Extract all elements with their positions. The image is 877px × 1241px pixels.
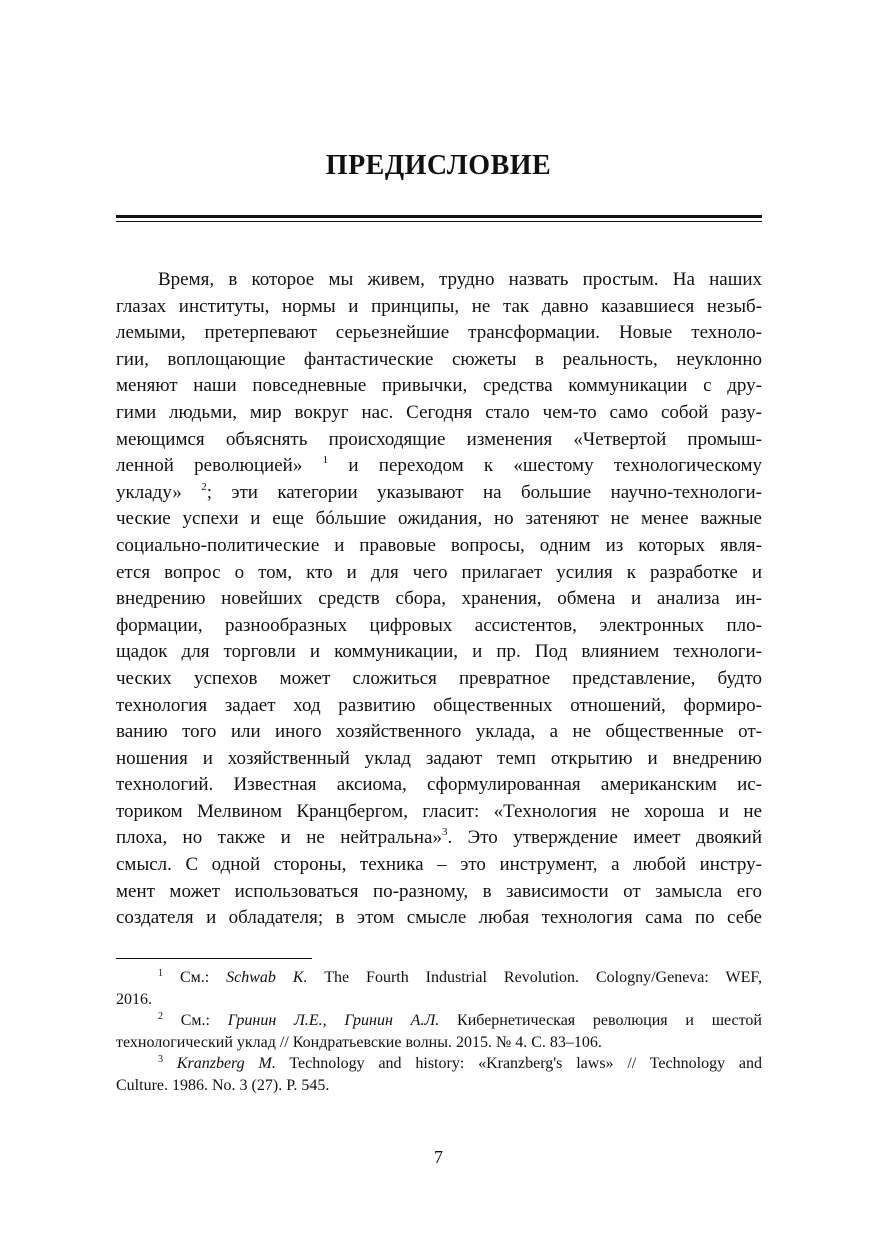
footnote-ref: 2 — [201, 480, 207, 493]
text-line — [116, 453, 762, 480]
footnote-text: The Fourth Industrial Revolution. Cologny/Geneva: WEF, — [307, 969, 763, 986]
title-rule-thin — [116, 221, 762, 222]
footnote-prefix: См.: — [179, 969, 227, 986]
footnotes — [116, 967, 762, 1096]
text-line: ториком Мелвином Кранцбергом, гласит: «Технология не хороша и не — [116, 800, 762, 822]
text-fragment: . Это утверждение имеет двоякий — [447, 827, 762, 849]
footnote-ref: 3 — [441, 826, 448, 839]
footnote-2 — [116, 1010, 762, 1032]
text-line: социально-политические и правовые вопросы, одним из которых явля- — [116, 534, 762, 556]
footnote-1-cont: 2016. — [116, 990, 152, 1008]
footnote-3-cont: Culture. 1986. No. 3 (27). P. 545. — [116, 1076, 330, 1094]
text-line: ношения и хозяйственный уклад задают темп открытию и внедрению — [116, 747, 762, 769]
footnote-number: 3 — [158, 1054, 163, 1065]
footnote-1 — [116, 967, 762, 989]
text-line: ческие успехи и еще бóльшие ожидания, но затеняют не менее важные — [116, 508, 762, 530]
footnote-author: Kranzberg M. — [176, 1055, 276, 1072]
footnote-prefix: См.: — [180, 1012, 228, 1029]
text-line: ванию того или иного хозяйственного уклада, а не общественные от- — [116, 721, 762, 743]
text-line: формации, разнообразных цифровых ассистентов, электронных пло- — [116, 614, 762, 636]
text-fragment: плоха, но также и не нейтральна» — [116, 827, 442, 849]
footnote-author: Гринин Л.Е., Гринин А.Л. — [227, 1012, 440, 1029]
footnote-text: Кибернетическая революция и шестой — [439, 1012, 762, 1029]
footnote-3 — [116, 1053, 762, 1075]
text-fragment: и переходом к «шестому технологическому — [348, 455, 763, 477]
footnote-ref: 1 — [322, 454, 329, 467]
text-line: гими людьми, мир вокруг нас. Сегодня стало чем-то само собой разу- — [116, 401, 762, 423]
text-line: ческих успехов может сложиться превратное представление, будто — [116, 667, 762, 689]
text-line: внедрению новейших средств сбора, хранения, обмена и анализа ин- — [116, 588, 762, 610]
footnote-number: 1 — [158, 968, 163, 979]
text-fragment: ; эти категории указывают на большие научно-технологи- — [206, 481, 762, 503]
footnote-author: Schwab K. — [226, 969, 308, 986]
text-line: смысл. С одной стороны, техника – это инструмент, а любой инстру- — [116, 854, 762, 876]
text-line: ется вопрос о том, кто и для чего прилагает усилия к разработке и — [116, 561, 762, 583]
text-fragment: укладу» — [116, 481, 182, 503]
footnote-separator — [116, 958, 312, 959]
text-line: технология задает ход развитию общественных отношений, формиро- — [116, 694, 762, 716]
text-line: технологий. Известная аксиома, сформулированная американским ис- — [116, 774, 762, 796]
text-line: Время, в которое мы живем, трудно назвать простым. На наших — [158, 269, 762, 290]
text-fragment: ленной революцией» — [116, 455, 303, 477]
text-line — [116, 480, 762, 507]
preface-paragraph — [116, 267, 762, 932]
text-line — [116, 825, 762, 852]
footnote-number: 2 — [158, 1011, 163, 1022]
footnote-text: Technology and history: «Kranzberg's laws» // Technology and — [275, 1055, 762, 1072]
text-line: глазах институты, нормы и принципы, не так давно казавшиеся незыб- — [116, 295, 762, 317]
page-number: 7 — [434, 1147, 443, 1167]
text-line: гии, воплощающие фантастические сюжеты в реальность, неуклонно — [116, 348, 762, 370]
page-title: ПРЕДИСЛОВИЕ — [325, 150, 552, 181]
text-line: щадок для торговли и коммуникации, и пр. Под влиянием технологи- — [116, 641, 762, 663]
text-line: лемыми, претерпевают серьезнейшие трансформации. Новые техноло- — [116, 322, 762, 344]
title-rule-thick — [116, 215, 762, 218]
text-line: мент может использоваться по-разному, в зависимости от замысла его — [116, 880, 762, 902]
text-line: создателя и обладателя; в этом смысле любая технология сама по себе — [116, 907, 762, 929]
text-line: меняют наши повседневные привычки, средства коммуникации с дру- — [116, 375, 762, 397]
footnote-2-cont: технологический уклад // Кондратьевские волны. 2015. № 4. С. 83–106. — [116, 1033, 602, 1051]
text-line: меющимся объяснять происходящие изменения «Четвертой промыш- — [116, 428, 762, 450]
